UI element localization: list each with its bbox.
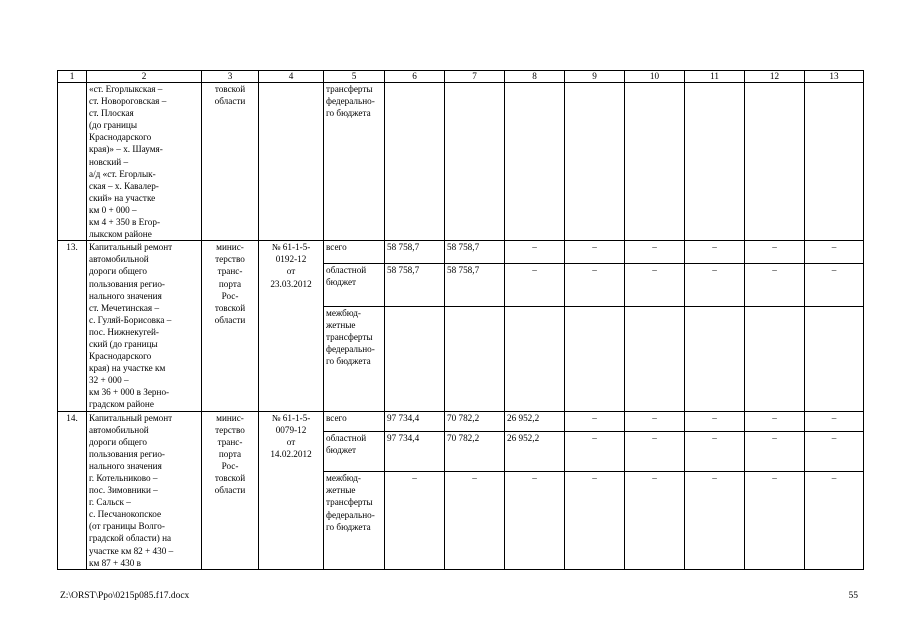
value-cell bbox=[565, 306, 625, 411]
value-cell: 70 782,2 bbox=[445, 411, 505, 432]
table-row bbox=[58, 411, 864, 432]
value-cell: – bbox=[565, 263, 625, 306]
value-cell: – bbox=[745, 432, 805, 472]
col-header-1: 1 bbox=[58, 71, 87, 83]
value-cell: – bbox=[445, 472, 505, 570]
value-cell: – bbox=[565, 241, 625, 263]
document-cell: № 61-1-5- 0079-12 от 14.02.2012 bbox=[259, 411, 324, 569]
value-cell bbox=[625, 83, 685, 241]
value-cell: – bbox=[685, 263, 745, 306]
object-name-cell: Капитальный ремонт автомобильной дороги общего пользования регио- нального значения ст. Мечетинская – с. Гуляй-Борисовка – пос. Нижнекугей- ский (до границы Краснодарского края) на участке км 32 + 000 – км 36 + 000 в Зерно- градском районе bbox=[87, 241, 202, 411]
value-cell: – bbox=[685, 432, 745, 472]
funding-source-cell: межбюд- жетные трансферты федерально- го бюджета bbox=[324, 306, 385, 411]
footer-file-path: Z:\ORST\Ppo\0215p085.f17.docx bbox=[60, 591, 190, 601]
col-header-6: 6 bbox=[385, 71, 445, 83]
value-cell: 97 734,4 bbox=[385, 411, 445, 432]
col-header-8: 8 bbox=[505, 71, 565, 83]
value-cell bbox=[685, 306, 745, 411]
col-header-3: 3 bbox=[202, 71, 259, 83]
value-cell: – bbox=[685, 472, 745, 570]
value-cell bbox=[685, 83, 745, 241]
value-cell: – bbox=[505, 241, 565, 263]
funding-source-cell: межбюд- жетные трансферты федерально- го бюджета bbox=[324, 472, 385, 570]
value-cell bbox=[745, 83, 805, 241]
value-cell: – bbox=[505, 263, 565, 306]
value-cell: – bbox=[565, 411, 625, 432]
value-cell: 58 758,7 bbox=[385, 263, 445, 306]
value-cell: 26 952,2 bbox=[505, 432, 565, 472]
value-cell bbox=[505, 83, 565, 241]
row-number-cell: 14. bbox=[58, 411, 87, 569]
col-header-7: 7 bbox=[445, 71, 505, 83]
value-cell: 58 758,7 bbox=[445, 241, 505, 263]
funding-source-cell: трансферты федерально- го бюджета bbox=[324, 83, 385, 241]
value-cell bbox=[565, 83, 625, 241]
value-cell: – bbox=[745, 241, 805, 263]
value-cell: 70 782,2 bbox=[445, 432, 505, 472]
col-header-2: 2 bbox=[87, 71, 202, 83]
value-cell bbox=[625, 306, 685, 411]
column-number-row bbox=[58, 71, 864, 83]
value-cell: – bbox=[625, 411, 685, 432]
document-cell bbox=[259, 83, 324, 241]
value-cell: – bbox=[625, 432, 685, 472]
col-header-4: 4 bbox=[259, 71, 324, 83]
value-cell bbox=[805, 83, 864, 241]
document-cell: № 61-1-5- 0192-12 от 23.03.2012 bbox=[259, 241, 324, 411]
value-cell bbox=[505, 306, 565, 411]
value-cell: – bbox=[625, 263, 685, 306]
col-header-13: 13 bbox=[805, 71, 864, 83]
value-cell: – bbox=[805, 411, 864, 432]
object-name-cell: «ст. Егорлыкская – ст. Новороговская – ст. Плоская (до границы Краснодарского края)» – х. Шаумя- новский – а/д «ст. Егорлык- ская – х. Кавалер- ский» на участке км 0 + 000 – км 4 + 350 в Егор- лыкском районе bbox=[87, 83, 202, 241]
funding-source-cell: всего bbox=[324, 241, 385, 263]
value-cell: – bbox=[565, 472, 625, 570]
row-number-cell: 13. bbox=[58, 241, 87, 411]
table-body bbox=[58, 71, 864, 570]
object-name-cell: Капитальный ремонт автомобильной дороги общего пользования регио- нального значения г. Котельниково – пос. Зимовники – г. Сальск – с. Песчанокопское (от границы Волго- градской области) на участке км 82 + 430 – км 87 + 430 в bbox=[87, 411, 202, 569]
funding-source-cell: всего bbox=[324, 411, 385, 432]
customer-cell: минис- терство транс- порта Рос- товской области bbox=[202, 411, 259, 569]
value-cell: – bbox=[745, 263, 805, 306]
col-header-9: 9 bbox=[565, 71, 625, 83]
value-cell bbox=[445, 306, 505, 411]
value-cell bbox=[745, 306, 805, 411]
row-number-cell bbox=[58, 83, 87, 241]
table-row bbox=[58, 83, 864, 241]
value-cell bbox=[445, 83, 505, 241]
funding-source-cell: областной бюджет bbox=[324, 432, 385, 472]
value-cell: – bbox=[625, 472, 685, 570]
value-cell: – bbox=[565, 432, 625, 472]
value-cell: – bbox=[685, 411, 745, 432]
value-cell: 58 758,7 bbox=[385, 241, 445, 263]
value-cell: – bbox=[625, 241, 685, 263]
value-cell: – bbox=[805, 432, 864, 472]
value-cell: 26 952,2 bbox=[505, 411, 565, 432]
value-cell: – bbox=[745, 411, 805, 432]
customer-cell: товской области bbox=[202, 83, 259, 241]
value-cell: 97 734,4 bbox=[385, 432, 445, 472]
value-cell: – bbox=[385, 472, 445, 570]
value-cell: – bbox=[685, 241, 745, 263]
value-cell: – bbox=[745, 472, 805, 570]
value-cell: 58 758,7 bbox=[445, 263, 505, 306]
col-header-10: 10 bbox=[625, 71, 685, 83]
table-row bbox=[58, 241, 864, 263]
col-header-12: 12 bbox=[745, 71, 805, 83]
value-cell: – bbox=[805, 241, 864, 263]
value-cell bbox=[805, 306, 864, 411]
program-table bbox=[57, 70, 864, 570]
funding-source-cell: областной бюджет bbox=[324, 263, 385, 306]
footer-page-number: 55 bbox=[848, 591, 858, 601]
col-header-5: 5 bbox=[324, 71, 385, 83]
value-cell: – bbox=[805, 472, 864, 570]
value-cell bbox=[385, 306, 445, 411]
value-cell bbox=[385, 83, 445, 241]
value-cell: – bbox=[805, 263, 864, 306]
value-cell: – bbox=[505, 472, 565, 570]
col-header-11: 11 bbox=[685, 71, 745, 83]
customer-cell: минис- терство транс- порта Рос- товской области bbox=[202, 241, 259, 411]
